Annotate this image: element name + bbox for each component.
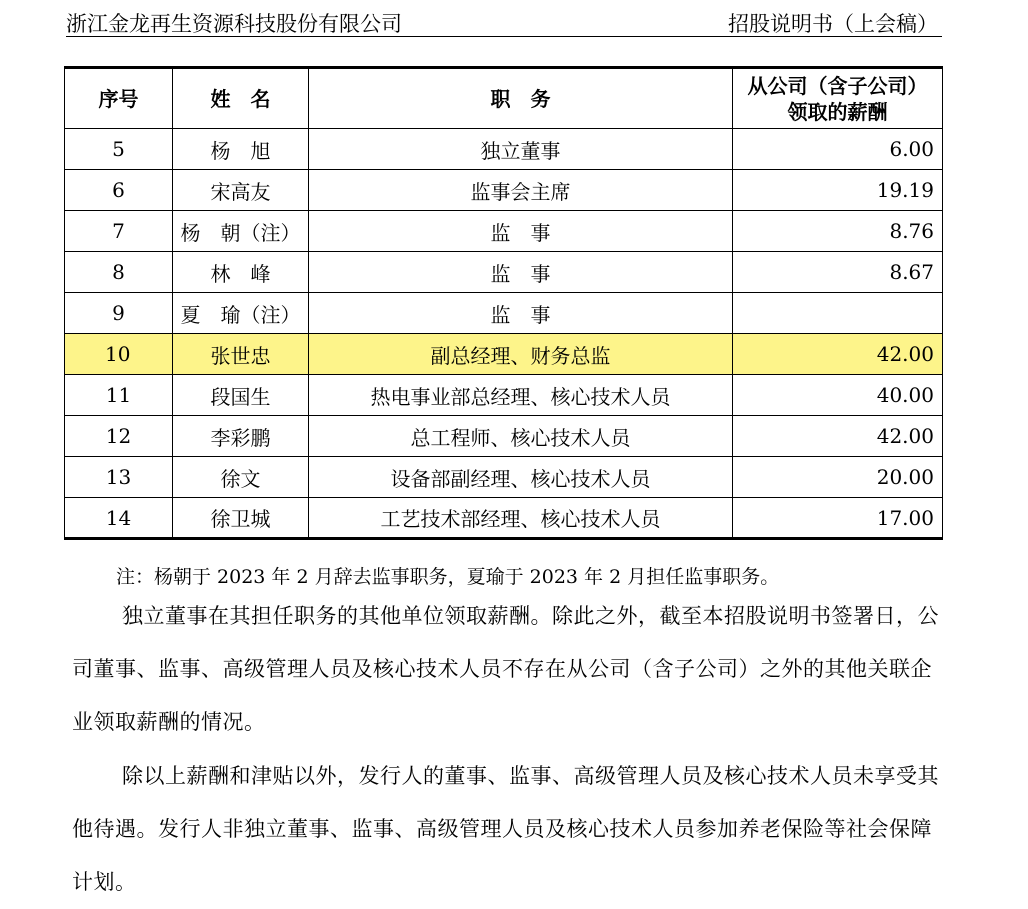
compensation-value: 40.00 (733, 375, 943, 416)
table-row (65, 498, 943, 539)
column-header-pay: 从公司（含子公司）领取的薪酬 (733, 68, 943, 129)
compensation-value: 17.00 (733, 498, 943, 539)
table-body (65, 129, 943, 539)
table-row (65, 293, 943, 334)
compensation-value: 42.00 (733, 334, 943, 375)
compensation-value (733, 293, 943, 334)
table-row (65, 170, 943, 211)
table-row (65, 129, 943, 170)
paragraph-2: 除以上薪酬和津贴以外，发行人的董事、监事、高级管理人员及核心技术人员未享受其他待遇。发行人非独立董事、监事、高级管理人员及核心技术人员参加养老保险等社会保障计划。 (72, 764, 939, 894)
row-number: 6 (65, 170, 173, 211)
person-position: 监 事 (309, 293, 733, 334)
paragraph-1: 独立董事在其担任职务的其他单位领取薪酬。除此之外，截至本招股说明书签署日，公司董事、监事、高级管理人员及核心技术人员不存在从公司（含子公司）之外的其他关联企业领取薪酬的情况。 (72, 604, 939, 734)
row-number: 7 (65, 211, 173, 252)
compensation-value: 6.00 (733, 129, 943, 170)
table-note: 注：杨朝于 2023 年 2 月辞去监事职务，夏瑜于 2023 年 2 月担任监事职务。 (116, 566, 780, 588)
person-name: 段国生 (173, 375, 309, 416)
row-number: 9 (65, 293, 173, 334)
person-name: 徐卫城 (173, 498, 309, 539)
person-name: 杨 旭 (173, 129, 309, 170)
person-position: 工艺技术部经理、核心技术人员 (309, 498, 733, 539)
person-position: 热电事业部总经理、核心技术人员 (309, 375, 733, 416)
person-name: 夏 瑜（注） (173, 293, 309, 334)
row-number: 10 (65, 334, 173, 375)
person-name: 徐文 (173, 457, 309, 498)
table-row (65, 457, 943, 498)
compensation-value: 8.67 (733, 252, 943, 293)
table-row (65, 375, 943, 416)
row-number: 11 (65, 375, 173, 416)
person-name: 杨 朝（注） (173, 211, 309, 252)
company-name: 浙江金龙再生资源科技股份有限公司 (66, 12, 402, 36)
row-number: 12 (65, 416, 173, 457)
table-row (65, 211, 943, 252)
compensation-value: 19.19 (733, 170, 943, 211)
person-position: 独立董事 (309, 129, 733, 170)
page-header (66, 6, 942, 37)
compensation-value: 42.00 (733, 416, 943, 457)
person-name: 李彩鹏 (173, 416, 309, 457)
table-row (65, 334, 943, 375)
compensation-table (64, 66, 943, 540)
person-position: 副总经理、财务总监 (309, 334, 733, 375)
row-number: 8 (65, 252, 173, 293)
person-position: 监事会主席 (309, 170, 733, 211)
row-number: 13 (65, 457, 173, 498)
person-name: 林 峰 (173, 252, 309, 293)
person-position: 监 事 (309, 252, 733, 293)
column-header-no: 序号 (65, 68, 173, 129)
table-row (65, 252, 943, 293)
column-header-title: 职 务 (309, 68, 733, 129)
column-header-name: 姓 名 (173, 68, 309, 129)
compensation-value: 8.76 (733, 211, 943, 252)
person-position: 设备部副经理、核心技术人员 (309, 457, 733, 498)
table-header-row (65, 68, 943, 129)
table-row (65, 416, 943, 457)
compensation-value: 20.00 (733, 457, 943, 498)
person-position: 总工程师、核心技术人员 (309, 416, 733, 457)
document-type: 招股说明书（上会稿） (728, 12, 938, 36)
row-number: 5 (65, 129, 173, 170)
row-number: 14 (65, 498, 173, 539)
person-position: 监 事 (309, 211, 733, 252)
person-name: 宋高友 (173, 170, 309, 211)
person-name: 张世忠 (173, 334, 309, 375)
